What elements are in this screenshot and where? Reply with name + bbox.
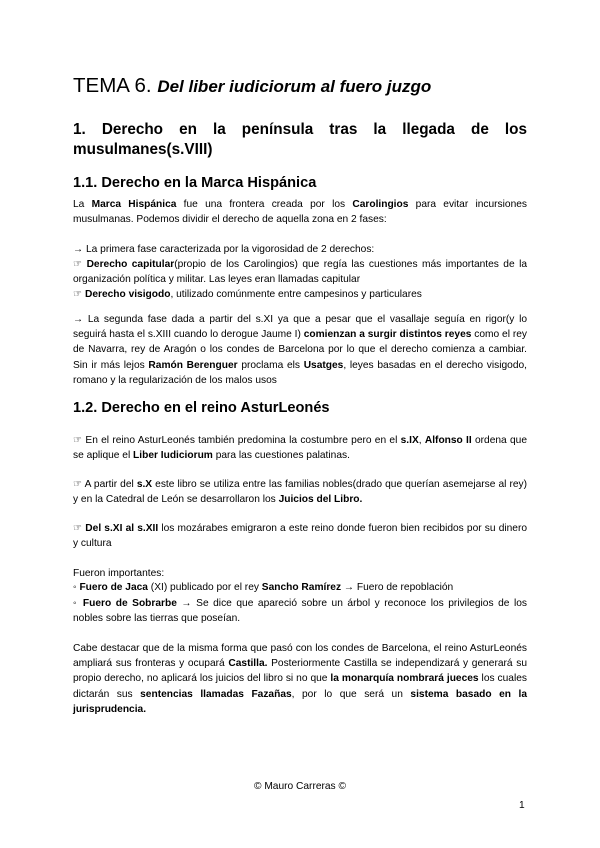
paragraph-mozarabes: ☞ Del s.XI al s.XII los mozárabes emigraron a este reino donde fueron bien recibidos por su dinero y cultura xyxy=(73,523,528,550)
paragraph-phase-two: → La segunda fase dada a partir del s.XI ya que a pesar que el vasallaje seguía en rigor(y lo seguirá hasta el s.XIII cuando lo derogue Jaume I) comienzan a surgir distintos reyes como el rey de Navarra, rey de Aragón o los condes de Barcelona por lo que el derecho comienza a cambiar. Sin ir más lejos Ramón Berenguer proclama els Usatges, leyes basadas en el derecho visigodo, romano y la regularización de los malos usos xyxy=(73,314,528,386)
paragraph-derecho-capitular: ☞ Derecho capitular(propio de los Carolingios) que regía las cuestiones más importantes de la organización política y militar. Las leyes eran llamadas capitular xyxy=(73,259,527,286)
paragraph-derecho-visigodo: ☞ Derecho visigodo, utilizado comúnmente entre campesinos y particulares xyxy=(73,289,422,300)
heading-1-2: 1.2. Derecho en el reino AsturLeonés xyxy=(73,400,330,416)
page-number: 1 xyxy=(519,800,525,811)
paragraph-siglo-x: ☞ A partir del s.X este libro se utiliza entre las familias nobles(drado que querían asemejarse al rey) y en la Catedral de León se desarrollaron los Juicios del Libro. xyxy=(73,479,527,506)
list-item-fuero-jaca: ◦ Fuero de Jaca (XI) publicado por el rey Sancho Ramírez → Fuero de repoblación xyxy=(73,582,454,593)
paragraph-phase-one: → La primera fase caracterizada por la vigorosidad de 2 derechos: xyxy=(73,244,375,255)
footer-copyright: © Mauro Carreras © xyxy=(253,781,346,792)
paragraph-castilla: Cabe destacar que de la misma forma que pasó con los condes de Barcelona, el reino AsturLeonés ampliará sus fronteras y ocupará Castilla. Posteriormente Castilla se independizará y generará su propio derecho, no aplicará los juicios del libro si no que la monarquía nombrará jueces los cuales dictarán sus sentencias llamadas Fazañas, por lo que será un sistema basado en la jurisprudencia. xyxy=(73,643,527,715)
page-title xyxy=(73,74,527,98)
heading-1: 1. Derecho en la península tras la llegada de los musulmanes(s.VIII) xyxy=(73,121,527,158)
heading-1-1: 1.1. Derecho en la Marca Hispánica xyxy=(73,175,317,191)
title-subtitle: Del liber iudiciorum al fuero juzgo xyxy=(157,77,432,96)
list-item-fuero-sobrarbe: ◦ Fuero de Sobrarbe → Se dice que apareció sobre un árbol y reconoce los privilegios de los nobles sobre las tierras que poseían. xyxy=(73,598,528,625)
paragraph-fueros-intro: Fueron importantes: xyxy=(73,568,165,579)
paragraph-asturleones-costumbre: ☞ En el reino AsturLeonés también predomina la costumbre pero en el s.IX, Alfonso II ordena que se aplique el Liber Iudiciorum para las cuestiones palatinas. xyxy=(73,435,527,462)
paragraph-marca-intro: La Marca Hispánica fue una frontera creada por los Carolingios para evitar incursiones musulmanas. Podemos dividir el derecho de aquella zona en 2 fases: xyxy=(73,199,527,226)
title-label: TEMA 6. xyxy=(73,74,152,97)
